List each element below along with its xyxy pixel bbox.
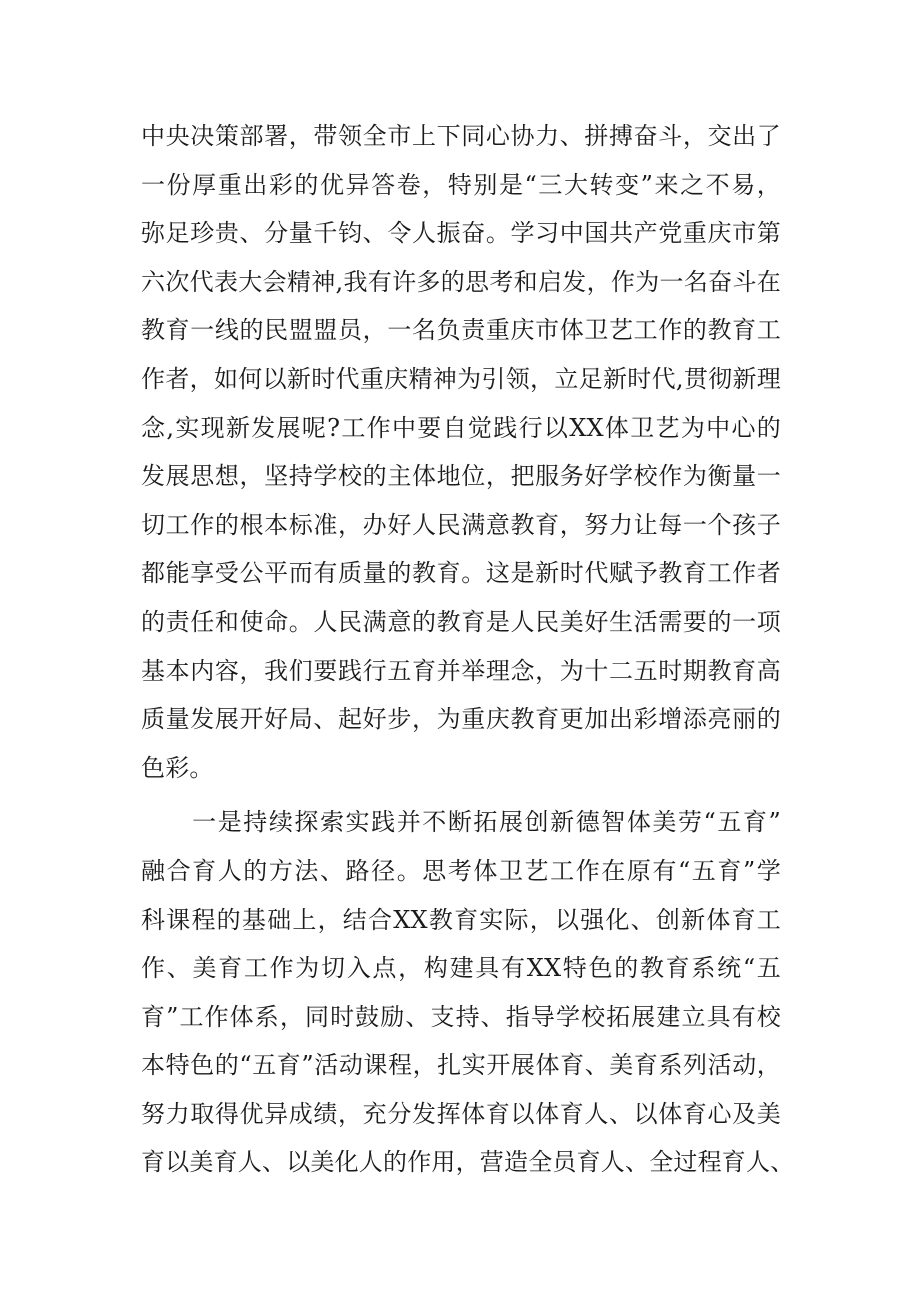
text-line: 努力取得优异成绩，充分发挥体育以体育人、以体育心及美 [141,1099,781,1128]
text-line: 弥足珍贵、分量千钧、令人振奋。学习中国共产党重庆市第 [141,219,781,248]
text-line: 都能享受公平而有质量的教育。这是新时代赋予教育工作者 [141,559,781,588]
text-line: 育”工作体系，同时鼓励、支持、指导学校拓展建立具有校 [141,1002,781,1031]
text-line: 的责任和使命。人民满意的教育是人民美好生活需要的一项 [141,607,781,636]
text-line: 六次代表大会精神,我有许多的思考和启发，作为一名奋斗在 [141,267,781,296]
text-line: 科课程的基础上，结合XX教育实际，以强化、创新体育工 [141,905,781,934]
text-line: 基本内容，我们要践行五育并举理念，为十二五时期教育高 [141,656,781,685]
text-line: 一是持续探索实践并不断拓展创新德智体美劳“五育” [141,808,781,837]
text-line: 切工作的根本标准，办好人民满意教育，努力让每一个孩子 [141,510,781,539]
text-line: 发展思想，坚持学校的主体地位，把服务好学校作为衡量一 [141,462,781,491]
text-line: 质量发展开好局、起好步，为重庆教育更加出彩增添亮丽的 [141,705,781,734]
text-line: 中央决策部署，带领全市上下同心协力、拼搏奋斗，交出了 [141,122,781,150]
text-line: 本特色的“五育”活动课程，扎实开展体育、美育系列活动， [141,1051,781,1080]
paragraph [141,112,781,792]
text-line: 念,实现新发展呢?工作中要自觉践行以XX体卫艺为中心的 [141,413,781,442]
text-line: 作者，如何以新时代重庆精神为引领，立足新时代,贯彻新理 [141,364,781,393]
text-line: 融合育人的方法、路径。思考体卫艺工作在原有“五育”学 [141,856,781,885]
text-line: 色彩。 [141,753,214,782]
text-line: 作、美育工作为切入点，构建具有XX特色的教育系统“五 [141,954,781,983]
paragraph [141,798,795,1187]
document-body [141,112,795,1187]
text-line: 教育一线的民盟盟员，一名负责重庆市体卫艺工作的教育工 [141,316,781,345]
text-line: 一份厚重出彩的优异答卷，特别是“三大转变”来之不易， [141,170,781,199]
text-line: 育以美育人、以美化人的作用，营造全员育人、全过程育人、 [141,1148,795,1177]
